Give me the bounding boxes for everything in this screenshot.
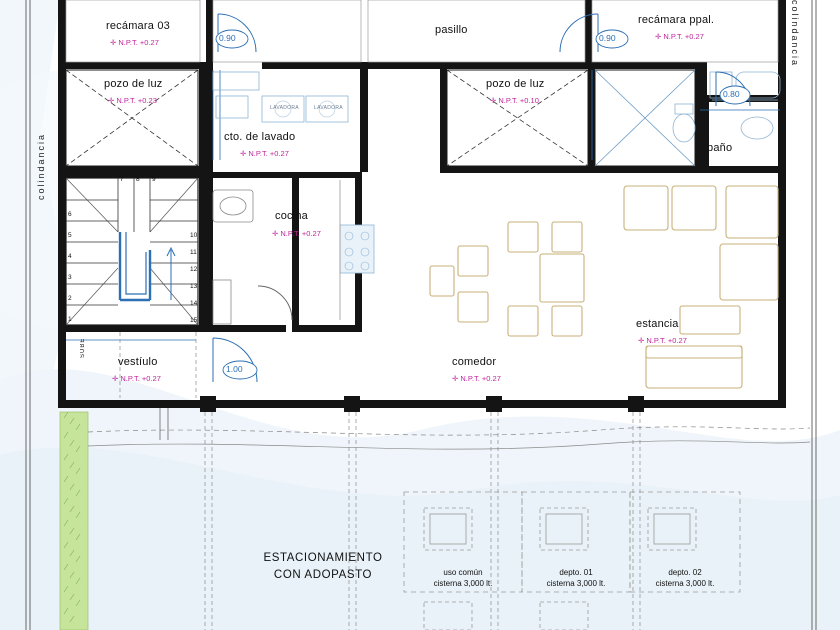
npt-value: N.P.T. +0.27 bbox=[280, 229, 321, 238]
stair-step-12: 12 bbox=[190, 266, 198, 273]
stair-step-5: 5 bbox=[68, 232, 72, 239]
npt-cto-de-lavado: ✛ N.P.T. +0.27 bbox=[240, 149, 289, 158]
stair-step-4: 4 bbox=[68, 253, 72, 260]
colindancia-left-label: colindancia bbox=[36, 132, 46, 200]
door-width-recamara-ppal: 0.90 bbox=[599, 33, 616, 43]
stair-step-10: 10 bbox=[190, 232, 198, 239]
stair-direction-label: SUBE bbox=[80, 337, 86, 358]
npt-value: N.P.T. +0.27 bbox=[663, 32, 704, 41]
npt-value: N.P.T. +0.27 bbox=[460, 374, 501, 383]
stair-step-2: 2 bbox=[68, 295, 72, 302]
npt-value: N.P.T. +0.10 bbox=[498, 96, 539, 105]
lavadora-label: LAVADORA bbox=[270, 105, 299, 111]
room-label-pozo-de-luz-1: pozo de luz bbox=[104, 78, 163, 90]
stair-step-6: 6 bbox=[68, 211, 72, 218]
grass-strip bbox=[60, 412, 88, 630]
stair-step-15: 15 bbox=[190, 317, 198, 324]
cistern-name: depto. 02 bbox=[668, 568, 702, 577]
stair-step-7: 7 bbox=[120, 176, 124, 183]
stair-step-11: 11 bbox=[190, 249, 197, 256]
door-width-entrada: 1.00 bbox=[226, 364, 243, 374]
stair-step-13: 13 bbox=[190, 283, 198, 290]
stair-step-3: 3 bbox=[68, 274, 72, 281]
npt-pozo-de-luz-1: ✛ N.P.T. +0.23 bbox=[108, 96, 157, 105]
stair-step-1: 1 bbox=[68, 316, 72, 323]
colindancia-right-label: colindancia bbox=[790, 0, 800, 68]
cistern-label-depto-02 bbox=[630, 568, 740, 590]
npt-value: N.P.T. +0.27 bbox=[120, 374, 161, 383]
room-label-pozo-de-luz-2: pozo de luz bbox=[486, 78, 545, 90]
secadora-label: LAVADORA bbox=[314, 105, 343, 111]
npt-estancia: ✛ N.P.T. +0.27 bbox=[638, 336, 687, 345]
npt-cocina: ✛ N.P.T. +0.27 bbox=[272, 229, 321, 238]
cistern-name: uso común bbox=[443, 568, 483, 577]
staircase bbox=[66, 178, 198, 325]
room-label-comedor: comedor bbox=[452, 356, 497, 368]
parking-label-line1: ESTACIONAMIENTO bbox=[263, 552, 383, 564]
npt-recamara-ppal: ✛ N.P.T. +0.27 bbox=[655, 32, 704, 41]
room-label-cto-de-lavado: cto. de lavado bbox=[224, 131, 296, 143]
cistern-name: depto. 01 bbox=[559, 568, 593, 577]
npt-recamara-03: ✛ N.P.T. +0.27 bbox=[110, 38, 159, 47]
npt-comedor: ✛ N.P.T. +0.27 bbox=[452, 374, 501, 383]
room-label-pasillo: pasillo bbox=[435, 24, 468, 36]
stair-step-9: 9 bbox=[152, 176, 156, 183]
room-label-estancia: estancia bbox=[636, 318, 679, 330]
npt-value: N.P.T. +0.27 bbox=[646, 336, 687, 345]
room-label-cocina: cocina bbox=[275, 210, 308, 222]
door-width-bano: 0.80 bbox=[723, 89, 740, 99]
npt-value: N.P.T. +0.23 bbox=[116, 96, 157, 105]
stair-step-14: 14 bbox=[190, 300, 198, 307]
parking-label bbox=[228, 550, 418, 585]
npt-value: N.P.T. +0.27 bbox=[248, 149, 289, 158]
room-label-vestibulo: vestíulo bbox=[118, 356, 158, 368]
cistern-capacity: cisterna 3,000 lt. bbox=[655, 578, 715, 588]
npt-value: N.P.T. +0.27 bbox=[118, 38, 159, 47]
stair-step-8: 8 bbox=[136, 176, 140, 183]
cistern-capacity: cisterna 3,000 lt. bbox=[433, 578, 493, 588]
room-label-bano: baño bbox=[707, 142, 733, 154]
cistern-label-depto-01 bbox=[522, 568, 630, 590]
parking-label-line2: CON ADOPASTO bbox=[273, 569, 373, 582]
room-label-recamara-03: recámara 03 bbox=[106, 20, 170, 32]
npt-vestibulo: ✛ N.P.T. +0.27 bbox=[112, 374, 161, 383]
cistern-label-uso-comun bbox=[404, 568, 522, 590]
cistern-capacity: cisterna 3,000 lt. bbox=[546, 578, 606, 588]
npt-pozo-de-luz-2: ✛ N.P.T. +0.10 bbox=[490, 96, 539, 105]
room-label-recamara-ppal: recámara ppal. bbox=[638, 14, 715, 26]
pozo-de-luz-2-shape bbox=[447, 70, 695, 166]
door-width-recamara-03: 0.90 bbox=[219, 33, 236, 43]
